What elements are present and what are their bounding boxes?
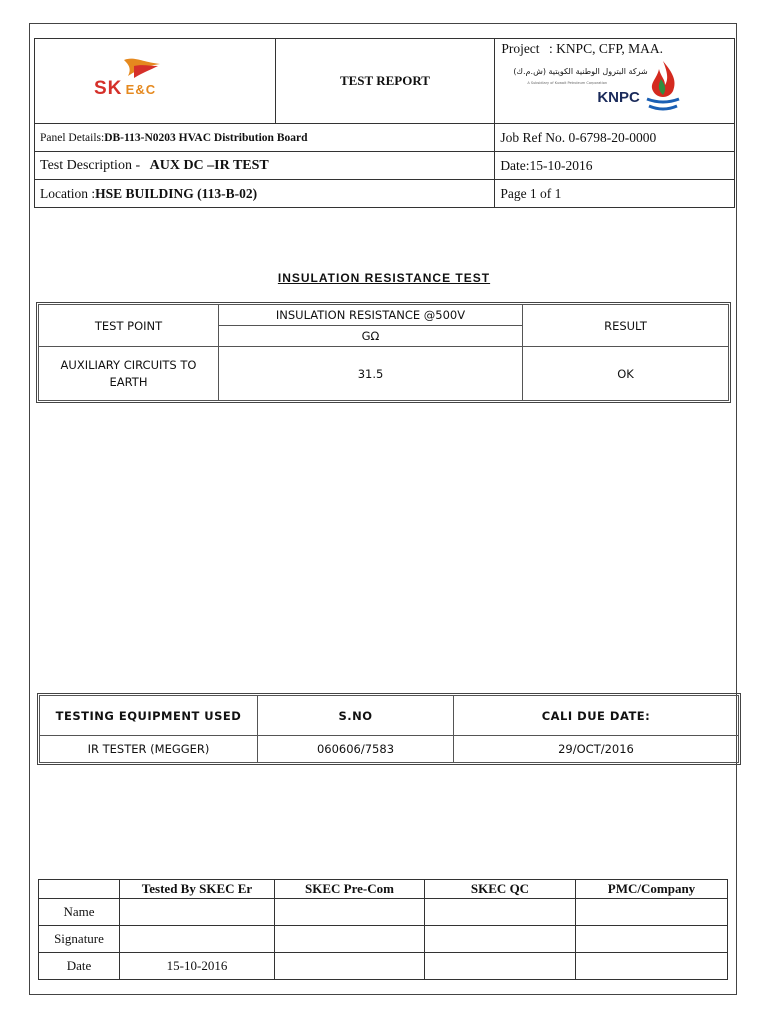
signature-table <box>38 879 728 980</box>
location-value: HSE BUILDING (113-B-02) <box>95 185 258 201</box>
page-number: Page 1 of 1 <box>495 180 735 208</box>
col-pmc: PMC/Company <box>576 880 728 899</box>
signature-pmc-cell <box>576 926 728 953</box>
insulation-table <box>38 304 729 401</box>
row-name-label: Name <box>39 899 120 926</box>
knpc-subsidiary-text: A Subsidiary of Kuwait Petroleum Corporation <box>527 81 608 85</box>
table-row <box>39 347 729 401</box>
table-row <box>39 926 728 953</box>
col-cal-due-date: CALI DUE DATE: <box>454 696 739 736</box>
row-signature-label: Signature <box>39 926 120 953</box>
test-desc-value: AUX DC –IR TEST <box>149 157 269 173</box>
sk-ec-logo <box>35 39 276 124</box>
knpc-text: KNPC <box>597 89 640 106</box>
report-title: TEST REPORT <box>275 39 495 124</box>
panel-details <box>35 124 495 152</box>
name-tested-cell <box>120 899 275 926</box>
col-test-point: TEST POINT <box>39 305 219 347</box>
test-description <box>35 152 495 180</box>
col-insulation-resistance: INSULATION RESISTANCE @500V <box>219 305 523 326</box>
name-pmc-cell <box>576 899 728 926</box>
location <box>35 180 495 208</box>
project-value: : KNPC, CFP, MAA. <box>548 41 663 56</box>
date-precom-cell <box>275 953 425 980</box>
signature-tested-cell <box>120 926 275 953</box>
table-row <box>39 899 728 926</box>
date-pmc-cell <box>576 953 728 980</box>
test-point-cell: AUXILIARY CIRCUITS TO EARTH <box>39 347 219 401</box>
signature-precom-cell <box>275 926 425 953</box>
equipment-table <box>39 695 739 763</box>
job-ref: Job Ref No. 0-6798-20-0000 <box>495 124 735 152</box>
col-equipment: TESTING EQUIPMENT USED <box>40 696 258 736</box>
table-row <box>40 736 739 763</box>
knpc-logo <box>495 59 734 117</box>
location-label: Location : <box>40 185 96 201</box>
equipment-cell: IR TESTER (MEGGER) <box>40 736 258 763</box>
equipment-table-wrapper <box>37 693 741 765</box>
col-qc: SKEC QC <box>425 880 576 899</box>
sno-cell: 060606/7583 <box>258 736 454 763</box>
sk-logo-text: SK <box>94 78 123 99</box>
col-result: RESULT <box>523 305 729 347</box>
col-sno: S.NO <box>258 696 454 736</box>
ec-logo-text: E&C <box>125 82 157 97</box>
report-header <box>34 38 735 208</box>
table-row <box>39 953 728 980</box>
panel-label: Panel Details: <box>40 131 105 144</box>
panel-value: DB-113-N0203 HVAC Distribution Board <box>104 131 308 144</box>
row-date-label: Date <box>39 953 120 980</box>
test-desc-label: Test Description - <box>40 157 144 173</box>
col-unit: GΩ <box>219 326 523 347</box>
name-qc-cell <box>425 899 576 926</box>
insulation-table-wrapper <box>36 302 731 403</box>
result-cell: OK <box>523 347 729 401</box>
col-precom: SKEC Pre-Com <box>275 880 425 899</box>
knpc-flame-icon <box>643 59 683 115</box>
col-tested-by: Tested By SKEC Er <box>120 880 275 899</box>
knpc-arabic-text: شركة البترول الوطنية الكويتية (ش.م.ك) <box>513 67 648 76</box>
section-title: INSULATION RESISTANCE TEST <box>277 271 491 285</box>
sig-corner-cell <box>39 880 120 899</box>
report-date: Date:15-10-2016 <box>495 152 735 180</box>
date-qc-cell <box>425 953 576 980</box>
date-tested-cell: 15-10-2016 <box>120 953 275 980</box>
project-label: Project <box>501 41 540 56</box>
cal-date-cell: 29/OCT/2016 <box>454 736 739 763</box>
project-cell <box>495 39 735 124</box>
name-precom-cell <box>275 899 425 926</box>
signature-qc-cell <box>425 926 576 953</box>
ir-value-cell: 31.5 <box>219 347 523 401</box>
